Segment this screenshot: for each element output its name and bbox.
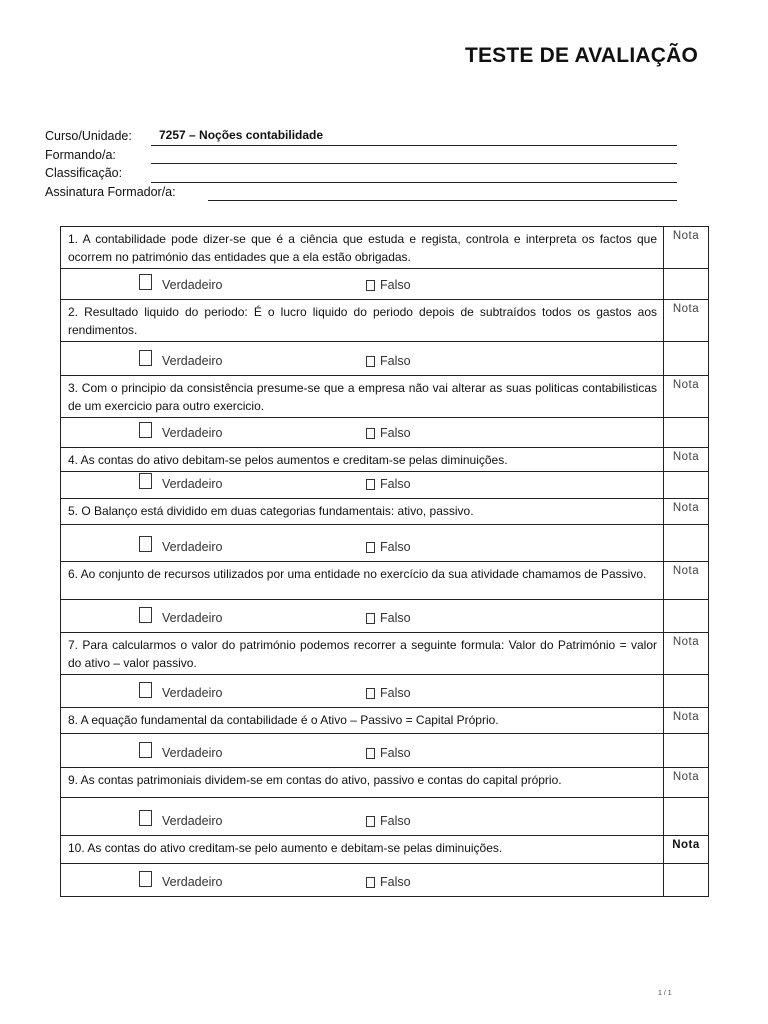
checkbox-false[interactable] xyxy=(366,428,375,439)
formando-label: Formando/a: xyxy=(45,148,116,162)
question-row xyxy=(61,836,709,864)
nota-label: Nota xyxy=(664,227,709,269)
checkbox-false[interactable] xyxy=(366,877,375,888)
checkbox-true[interactable] xyxy=(139,422,152,438)
option-false-label: Falso xyxy=(380,426,411,440)
formando-field[interactable] xyxy=(151,163,677,164)
nota-label: Nota xyxy=(664,376,709,418)
question-text: 8. A equação fundamental da contabilidade é o Ativo – Passivo = Capital Próprio. xyxy=(61,708,664,734)
checkbox-true[interactable] xyxy=(139,607,152,623)
answer-row xyxy=(61,525,709,562)
option-true-label: Verdadeiro xyxy=(162,278,223,292)
option-false[interactable] xyxy=(366,477,411,491)
question-text: 6. Ao conjunto de recursos utilizados por uma entidade no exercício da sua atividade chamamos de Passivo. xyxy=(61,562,664,600)
checkbox-true[interactable] xyxy=(139,682,152,698)
answer-row xyxy=(61,342,709,376)
nota-label: Nota xyxy=(664,499,709,525)
question-text: 2. Resultado liquido do periodo: É o lucro liquido do periodo depois de subtraídos todos os gastos aos rendimentos. xyxy=(61,300,664,342)
question-text: 1. A contabilidade pode dizer-se que é a ciência que estuda e regista, controla e interpreta os factos que ocorrem no património das entidades que a ela estão obrigadas. xyxy=(61,227,664,269)
option-true[interactable] xyxy=(139,350,222,368)
answer-options xyxy=(61,525,664,562)
option-false-label: Falso xyxy=(380,477,411,491)
option-false[interactable] xyxy=(366,611,411,625)
question-row xyxy=(61,562,709,600)
question-text: 5. O Balanço está dividido em duas categorias fundamentais: ativo, passivo. xyxy=(61,499,664,525)
assinatura-label: Assinatura Formador/a: xyxy=(45,185,176,199)
nota-label: Nota xyxy=(664,768,709,798)
option-false-label: Falso xyxy=(380,814,411,828)
checkbox-true[interactable] xyxy=(139,742,152,758)
option-true[interactable] xyxy=(139,274,222,292)
answer-options xyxy=(61,798,664,836)
checkbox-false[interactable] xyxy=(366,748,375,759)
answer-row xyxy=(61,864,709,897)
nota-score-cell[interactable] xyxy=(664,418,709,448)
option-true[interactable] xyxy=(139,742,222,760)
curso-line xyxy=(151,145,677,146)
checkbox-true[interactable] xyxy=(139,810,152,826)
question-row xyxy=(61,376,709,418)
nota-label: Nota xyxy=(664,562,709,600)
question-text: 4. As contas do ativo debitam-se pelos aumentos e creditam-se pelas diminuições. xyxy=(61,448,664,472)
checkbox-true[interactable] xyxy=(139,536,152,552)
checkbox-false[interactable] xyxy=(366,356,375,367)
option-true-label: Verdadeiro xyxy=(162,746,223,760)
option-true[interactable] xyxy=(139,871,222,889)
answer-row xyxy=(61,600,709,633)
option-false[interactable] xyxy=(366,426,411,440)
checkbox-false[interactable] xyxy=(366,688,375,699)
page-number: 1 / 1 xyxy=(658,990,672,997)
option-false[interactable] xyxy=(366,278,411,292)
nota-score-cell[interactable] xyxy=(664,600,709,633)
option-true-label: Verdadeiro xyxy=(162,354,223,368)
option-false-label: Falso xyxy=(380,278,411,292)
option-true-label: Verdadeiro xyxy=(162,611,223,625)
checkbox-true[interactable] xyxy=(139,871,152,887)
answer-options xyxy=(61,600,664,633)
answer-row xyxy=(61,734,709,768)
option-false[interactable] xyxy=(366,814,411,828)
checkbox-true[interactable] xyxy=(139,473,152,489)
checkbox-false[interactable] xyxy=(366,816,375,827)
nota-label: Nota xyxy=(664,708,709,734)
nota-score-cell[interactable] xyxy=(664,675,709,708)
question-text: 10. As contas do ativo creditam-se pelo aumento e debitam-se pelas diminuições. xyxy=(61,836,664,864)
option-false[interactable] xyxy=(366,686,411,700)
classificacao-label: Classificação: xyxy=(45,166,123,180)
option-true[interactable] xyxy=(139,473,222,491)
question-text: 3. Com o principio da consistência presume-se que a empresa não vai alterar as suas politicas contabilisticas de um exercicio para outro exercicio. xyxy=(61,376,664,418)
nota-label: Nota xyxy=(664,836,709,864)
answer-options xyxy=(61,864,664,897)
question-row xyxy=(61,633,709,675)
option-true[interactable] xyxy=(139,810,222,828)
answer-row xyxy=(61,472,709,499)
answer-options xyxy=(61,675,664,708)
checkbox-true[interactable] xyxy=(139,350,152,366)
question-row xyxy=(61,768,709,798)
option-false[interactable] xyxy=(366,540,411,554)
page-title: TESTE DE AVALIAÇÃO xyxy=(464,44,698,67)
answer-options xyxy=(61,734,664,768)
nota-score-cell[interactable] xyxy=(664,269,709,300)
option-true-label: Verdadeiro xyxy=(162,540,223,554)
curso-value[interactable]: 7257 – Noções contabilidade xyxy=(159,128,324,142)
option-true-label: Verdadeiro xyxy=(162,686,223,700)
question-row xyxy=(61,448,709,472)
checkbox-false[interactable] xyxy=(366,479,375,490)
checkbox-false[interactable] xyxy=(366,542,375,553)
question-row xyxy=(61,499,709,525)
option-false-label: Falso xyxy=(380,746,411,760)
answer-row xyxy=(61,269,709,300)
nota-score-cell[interactable] xyxy=(664,734,709,768)
questions-table xyxy=(60,226,709,897)
checkbox-false[interactable] xyxy=(366,613,375,624)
option-false-label: Falso xyxy=(380,354,411,368)
nota-score-cell[interactable] xyxy=(664,864,709,897)
option-false-label: Falso xyxy=(380,875,411,889)
nota-score-cell[interactable] xyxy=(664,525,709,562)
option-true-label: Verdadeiro xyxy=(162,426,223,440)
nota-label: Nota xyxy=(664,448,709,472)
option-true[interactable] xyxy=(139,536,222,554)
option-false-label: Falso xyxy=(380,686,411,700)
option-true[interactable] xyxy=(139,422,222,440)
checkbox-false[interactable] xyxy=(366,280,375,291)
question-row xyxy=(61,300,709,342)
option-false[interactable] xyxy=(366,746,411,760)
option-false-label: Falso xyxy=(380,540,411,554)
option-true-label: Verdadeiro xyxy=(162,814,223,828)
option-true-label: Verdadeiro xyxy=(162,875,223,889)
nota-score-cell[interactable] xyxy=(664,342,709,376)
question-row xyxy=(61,227,709,269)
question-text: 7. Para calcularmos o valor do património podemos recorrer a seguinte formula: Valor do Património = valor do ativo – valor passivo. xyxy=(61,633,664,675)
answer-options xyxy=(61,269,664,300)
option-true[interactable] xyxy=(139,607,222,625)
question-row xyxy=(61,708,709,734)
answer-row xyxy=(61,798,709,836)
option-true-label: Verdadeiro xyxy=(162,477,223,491)
option-false[interactable] xyxy=(366,354,411,368)
curso-label: Curso/Unidade: xyxy=(45,129,132,143)
nota-label: Nota xyxy=(664,633,709,675)
answer-options xyxy=(61,472,664,499)
answer-row xyxy=(61,675,709,708)
nota-score-cell[interactable] xyxy=(664,472,709,499)
answer-options xyxy=(61,342,664,376)
question-text: 9. As contas patrimoniais dividem-se em contas do ativo, passivo e contas do capital próprio. xyxy=(61,768,664,798)
option-false-label: Falso xyxy=(380,611,411,625)
answer-options xyxy=(61,418,664,448)
classificacao-field[interactable] xyxy=(151,182,677,183)
assinatura-field[interactable] xyxy=(208,200,677,201)
option-false[interactable] xyxy=(366,875,411,889)
nota-label: Nota xyxy=(664,300,709,342)
checkbox-true[interactable] xyxy=(139,274,152,290)
option-true[interactable] xyxy=(139,682,222,700)
nota-score-cell[interactable] xyxy=(664,798,709,836)
answer-row xyxy=(61,418,709,448)
